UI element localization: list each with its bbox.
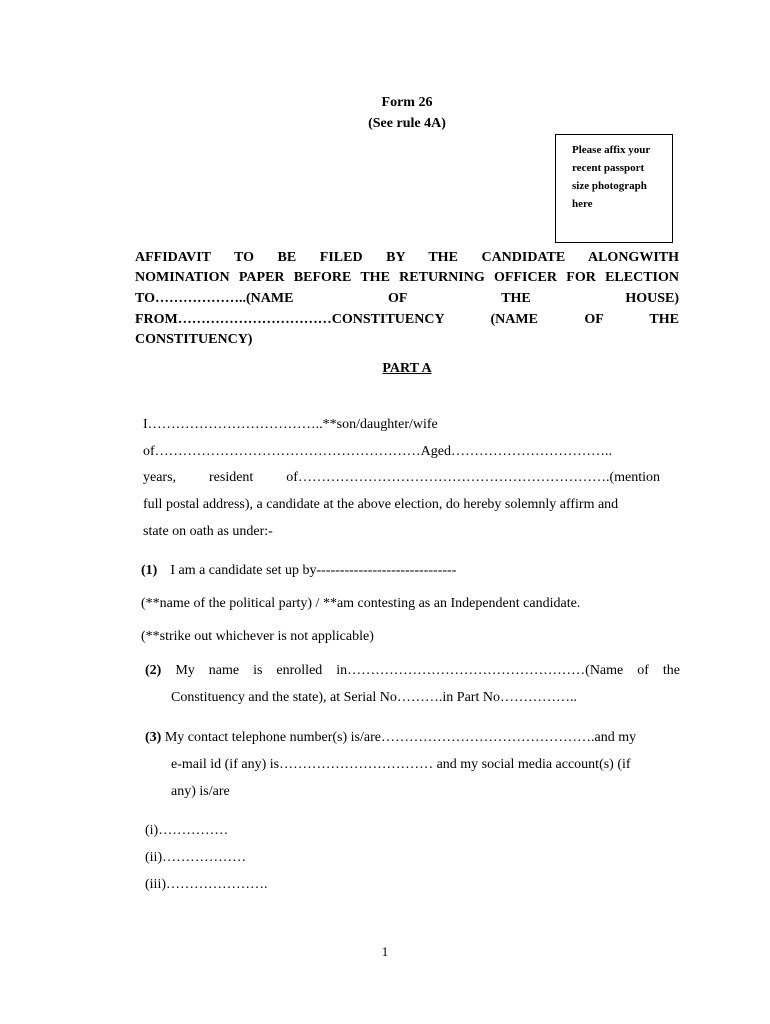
item-number: (1): [141, 563, 158, 578]
item-1-note: (**strike out whichever is not applicable): [141, 629, 374, 644]
item-number: (3): [145, 730, 162, 745]
affidavit-heading-line: AFFIDAVIT TO BE FILED BY THE CANDIDATE ALONGWITH: [135, 250, 679, 265]
form-title: Form 26: [381, 95, 433, 110]
item-text: My name is enrolled in……………………………………………(Name of the: [175, 663, 681, 678]
intro-line: state on oath as under:-: [143, 524, 273, 539]
photo-box-line: size photograph: [572, 180, 647, 192]
photo-box-line: here: [572, 198, 593, 210]
photo-box-line: recent passport: [572, 162, 645, 174]
form-rule: (See rule 4A): [368, 116, 446, 131]
photo-box-line: Please affix your: [572, 144, 651, 156]
account-entry: (i)……………: [145, 823, 229, 838]
affidavit-heading-line: NOMINATION PAPER BEFORE THE RETURNING OFFICER FOR ELECTION: [135, 270, 679, 285]
account-entry: (ii)………………: [145, 850, 247, 865]
intro-line: I………………………………..**son/daughter/wife: [143, 417, 438, 432]
item-3-line: e-mail id (if any) is…………………………… and my social media account(s) (if: [171, 757, 631, 772]
item-text: My contact telephone number(s) is/are……………………………………….and my: [164, 730, 637, 745]
item-1: [141, 563, 456, 579]
item-number: (2): [145, 663, 162, 678]
account-entry: (iii)………………….: [145, 877, 268, 892]
intro-line: full postal address), a candidate at the above election, do hereby solemnly affirm and: [143, 497, 619, 512]
affidavit-heading-line: FROM……………………………CONSTITUENCY (NAME OF THE: [135, 312, 679, 327]
item-text: I am a candidate set up by------------------------------: [170, 563, 457, 578]
item-3-line: any) is/are: [171, 784, 230, 799]
photo-placeholder-box: [555, 134, 673, 243]
item-3-line: [145, 730, 636, 746]
part-a-heading: PART A: [382, 361, 432, 376]
item-2-line: [145, 663, 680, 679]
affidavit-heading-line: CONSTITUENCY): [135, 332, 253, 347]
page-number: 1: [381, 944, 389, 959]
affidavit-heading-line: TO………………..(NAME OF THE HOUSE): [135, 291, 679, 306]
item-2-line: Constituency and the state), at Serial No……….in Part No……………..: [171, 690, 577, 705]
item-1-note: (**name of the political party) / **am contesting as an Independent candidate.: [141, 596, 581, 611]
intro-line: years, resident of………………………………………………………….(mention: [143, 470, 660, 485]
intro-line: of…………………………………………………Aged……………………………..: [143, 444, 612, 459]
